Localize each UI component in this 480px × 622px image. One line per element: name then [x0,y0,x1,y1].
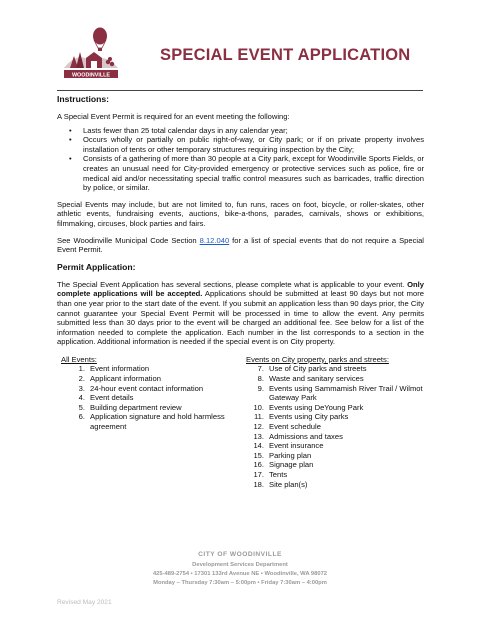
item-number: 13. [253,431,264,441]
city-events-heading: Events on City property, parks and streets: [246,354,389,364]
list-item [242,374,424,384]
item-number: 11. [254,412,264,422]
item-text: Events using City parks [269,412,349,422]
woodinville-logo [58,22,124,88]
footer-dept: Development Services Department [192,562,288,568]
permit-bold-text: Only complete applications will be accepted. [57,279,424,299]
item-number: 14. [253,441,264,451]
item-text: Building department review [90,402,182,412]
all-events-column [57,355,242,489]
list-item [242,480,424,490]
footer-contact: 425-489-2754 • 17301 133rd Avenue NE • Woodinville, WA 98072 [152,571,328,577]
all-events-heading: All Events: [61,354,97,364]
item-number: 16. [253,460,264,470]
municipal-code-link[interactable]: 8.12.040 [199,235,230,245]
item-text: Event insurance [269,441,324,451]
municipal-code-text-end: for a list of special events that do not require a Special Event Permit. [57,235,424,255]
item-text: Admissions and taxes [269,431,343,441]
item-text: Site plan(s) [269,479,308,489]
item-number: 15. [253,450,264,460]
item-number: 2. [78,374,85,384]
list-item [57,364,242,374]
event-types-paragraph: Special Events may include, but are not limited to, fun runs, races on foot, bicycle, or roller-skates, other athletic events, fundraising events, auctions, bike-a-thons, parades, carnivals, shows or exhibitions, filmmaking, circuses, block parties and fairs. [57,199,424,228]
footer-hours: Monday – Thursday 7:30am – 5:00pm • Friday 7:30am – 4:00pm [153,580,327,586]
all-events-list [57,364,242,431]
logo-text: WOODINVILLE [71,72,111,79]
item-number: 12. [253,422,264,432]
item-text: Event schedule [269,422,321,432]
item-number: 1. [78,364,85,374]
permit-paragraph [57,280,424,347]
sections-columns [57,355,424,489]
item-number: 4. [78,393,85,403]
document-body [57,94,424,489]
item-number: 6. [78,412,85,422]
item-text: Events using Sammamish River Trail / Wilmot Gateway Park [269,383,423,403]
item-number: 18. [253,479,264,489]
footer-org: CITY OF WOODINVILLE [198,551,282,558]
item-text: Events using DeYoung Park [269,402,364,412]
municipal-code-text: See Woodinville Municipal Code Section [57,235,200,245]
item-text: Applicant information [90,374,161,384]
list-item [242,460,424,470]
permit-text: The Special Event Application has several sections, please complete what is applicable to your event. [57,279,408,289]
item-text: Event information [90,364,150,374]
list-item [57,384,242,394]
item-number: 9. [257,383,264,393]
list-item [57,403,242,413]
list-item [242,441,424,451]
city-events-column [242,355,424,489]
list-item [57,374,242,384]
permit-heading: Permit Application: [57,261,136,272]
list-item [57,412,242,431]
municipal-code-paragraph [57,236,424,255]
instructions-heading: Instructions: [57,94,110,104]
item-number: 17. [253,470,264,479]
permit-text-end: Applications should be submitted at least 90 days but not more than one year prior to the start date of the event. If you submit an application less than 90 days prior, the City cannot guarantee your Special Event Permit will be processed in time to allow the event. Any permits submitted less than 30 days prior to the event will be charged an additional fee. See below for a list of the information needed to complete the application. Each number in the list corresponds to a section in the application. Additional information is needed if the special event is on City property. [57,289,424,347]
list-item [57,393,242,403]
city-events-list [242,364,424,489]
list-item [242,432,424,442]
list-item: • Occurs wholly or partially on public right-of-way, or City park; or if on private property involves installation of tents or other temporary structures requiring inspection by the City; [57,135,424,154]
item-number: 5. [78,402,85,412]
item-number: 3. [78,383,85,393]
page-title: SPECIAL EVENT APPLICATION [160,46,411,64]
title-divider [57,90,423,91]
item-number: 8. [257,374,264,384]
list-item: • Consists of a gathering of more than 30 people at a City park, except for Woodinville Sports Fields, or creates an unusual need for City-provided emergency or protective services such as police, fire or medical aid and/or necessitating special traffic control measures such as barricades, traffic direction by police, or similar. [57,154,424,192]
list-item [242,384,424,403]
item-text: 24-hour event contact information [90,383,204,393]
item-text: Waste and sanitary services [269,374,364,384]
item-number: 7. [257,364,264,374]
item-text: Event details [90,393,134,403]
requirements-list [57,126,424,193]
item-text: Tents [269,470,288,479]
list-item [242,364,424,374]
list-item: • Lasts fewer than 25 total calendar days in any calendar year; [57,126,424,136]
item-text: Application signature and hold harmless agreement [90,412,225,432]
list-item [242,403,424,413]
item-text: Signage plan [269,460,314,470]
list-item [242,470,424,480]
item-text: Use of City parks and streets [269,364,367,374]
list-item [242,451,424,461]
item-text: Parking plan [269,450,312,460]
instructions-intro: A Special Event Permit is required for an event meeting the following: [57,112,290,121]
revised-date: Revised May 2021 [57,599,112,606]
list-item [242,422,424,432]
list-item [242,412,424,422]
item-number: 10. [253,402,264,412]
